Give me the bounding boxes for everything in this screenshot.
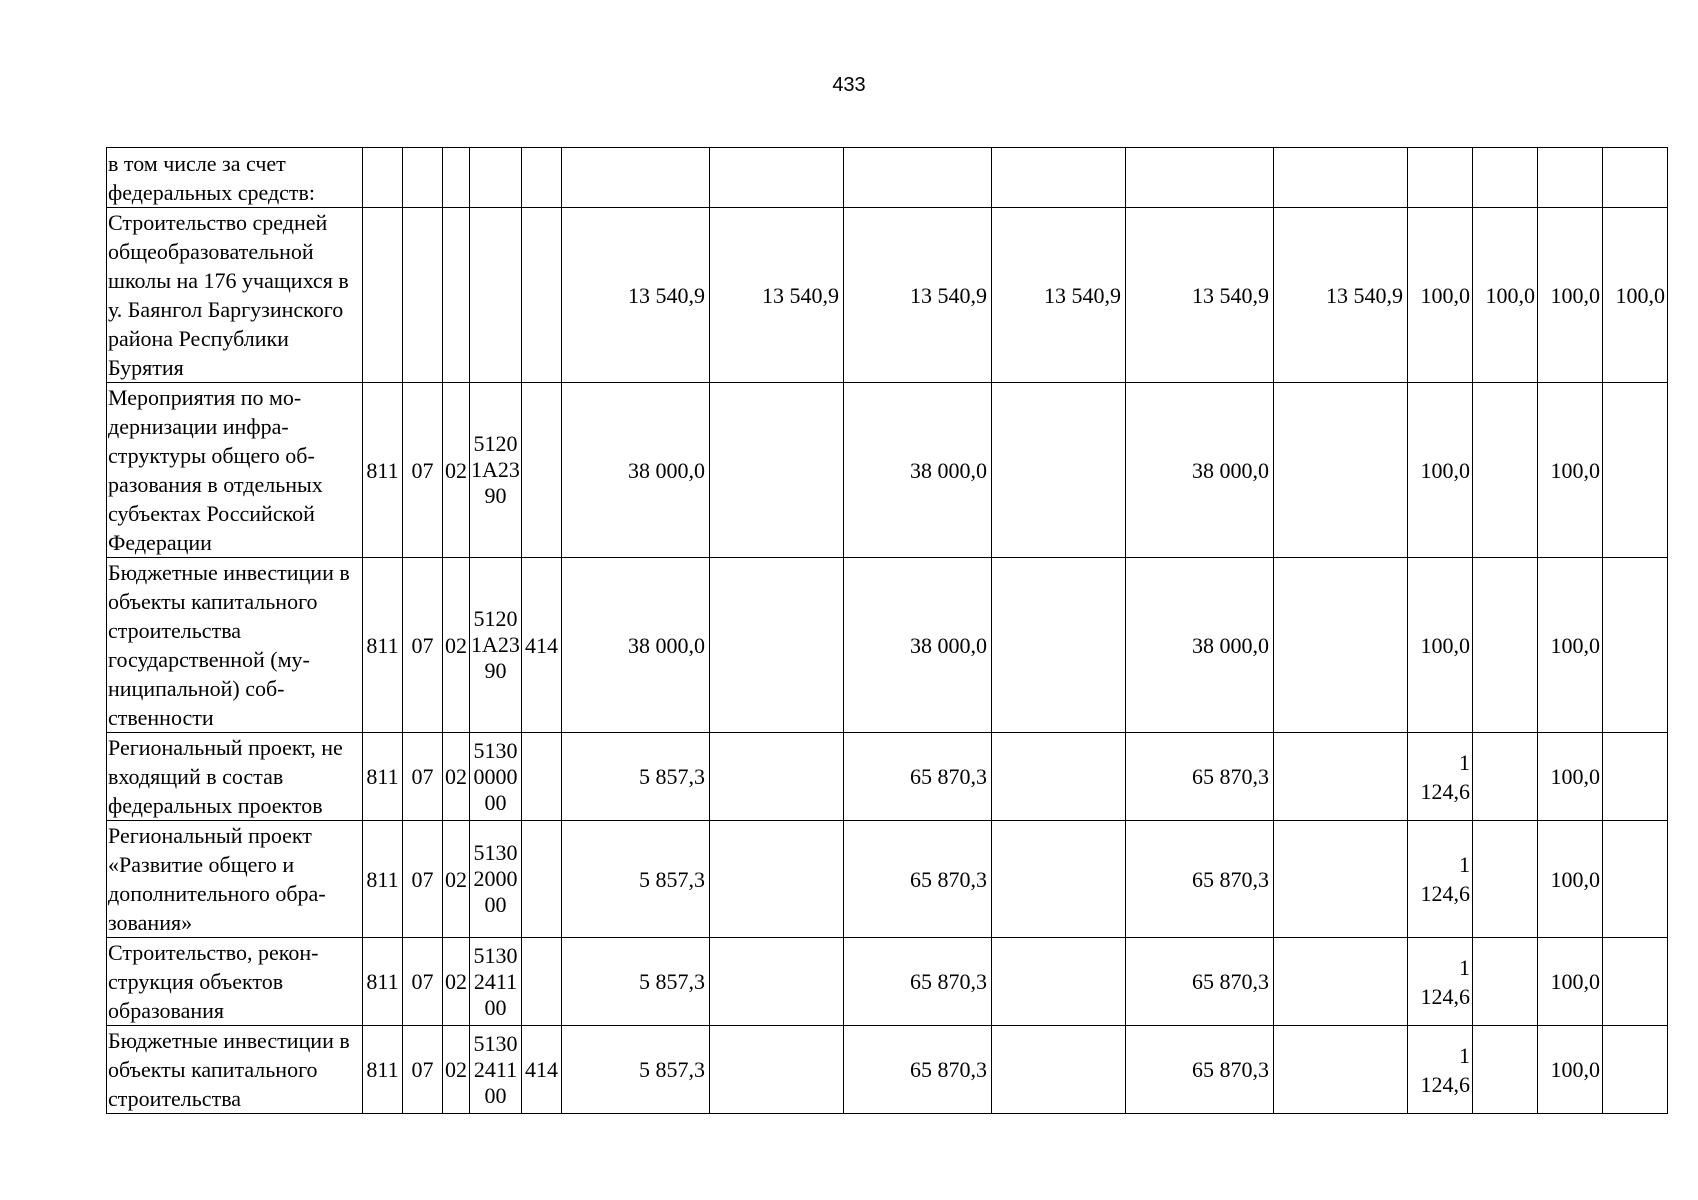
rz-code: 07 (403, 733, 443, 821)
value-6 (1274, 1026, 1408, 1114)
value-4 (992, 383, 1126, 558)
grbs-code: 811 (363, 558, 403, 733)
value-6: 13 540,9 (1274, 208, 1408, 383)
value-2 (710, 821, 844, 938)
value-6 (1274, 938, 1408, 1026)
value-6 (1274, 733, 1408, 821)
row-name: Бюджетные инвестиции в объекты капитального строительства (107, 1026, 363, 1114)
table-row (107, 148, 1668, 208)
value-2 (710, 148, 844, 208)
percent-3 (1538, 148, 1603, 208)
csr-code: 5130 2411 00 (470, 938, 522, 1026)
page-number: 433 (832, 74, 866, 96)
pr-code: 02 (443, 938, 470, 1026)
value-5: 65 870,3 (1126, 938, 1274, 1026)
value-3: 38 000,0 (844, 383, 992, 558)
value-5: 65 870,3 (1126, 1026, 1274, 1114)
grbs-code: 811 (363, 383, 403, 558)
value-1: 38 000,0 (562, 558, 710, 733)
percent-3: 100,0 (1538, 938, 1603, 1026)
percent-1: 1 124,6 (1408, 938, 1473, 1026)
percent-4 (1603, 1026, 1668, 1114)
table-body (107, 148, 1668, 1114)
percent-2 (1473, 1026, 1538, 1114)
percent-4: 100,0 (1603, 208, 1668, 383)
grbs-code (363, 148, 403, 208)
value-4 (992, 1026, 1126, 1114)
percent-3: 100,0 (1538, 821, 1603, 938)
value-6 (1274, 383, 1408, 558)
vr-code (522, 208, 562, 383)
vr-code (522, 821, 562, 938)
row-name: Строительство средней общеобразовательной школы на 176 учащихся в у. Баянгол Баргузинского района Республики Бурятия (107, 208, 363, 383)
value-6 (1274, 148, 1408, 208)
rz-code: 07 (403, 938, 443, 1026)
percent-3: 100,0 (1538, 733, 1603, 821)
pr-code (443, 148, 470, 208)
table-row (107, 208, 1668, 383)
value-5: 65 870,3 (1126, 733, 1274, 821)
csr-code: 5120 1A23 90 (470, 383, 522, 558)
row-name: Региональный проект «Развитие общего и дополнительного образования» (107, 821, 363, 938)
percent-1 (1408, 148, 1473, 208)
pr-code: 02 (443, 383, 470, 558)
csr-code: 5130 0000 00 (470, 733, 522, 821)
percent-2 (1473, 938, 1538, 1026)
value-1: 13 540,9 (562, 208, 710, 383)
value-3: 65 870,3 (844, 821, 992, 938)
value-5: 13 540,9 (1126, 208, 1274, 383)
value-2 (710, 558, 844, 733)
value-2 (710, 383, 844, 558)
percent-3: 100,0 (1538, 1026, 1603, 1114)
value-4 (992, 821, 1126, 938)
value-6 (1274, 558, 1408, 733)
csr-code: 5130 2411 00 (470, 1026, 522, 1114)
pr-code (443, 208, 470, 383)
value-5: 38 000,0 (1126, 383, 1274, 558)
row-name: в том числе за счет федеральных средств: (107, 148, 363, 208)
pr-code: 02 (443, 1026, 470, 1114)
rz-code (403, 208, 443, 383)
rz-code: 07 (403, 558, 443, 733)
percent-3: 100,0 (1538, 383, 1603, 558)
grbs-code: 811 (363, 938, 403, 1026)
value-2 (710, 938, 844, 1026)
value-1: 5 857,3 (562, 938, 710, 1026)
grbs-code: 811 (363, 1026, 403, 1114)
rz-code: 07 (403, 1026, 443, 1114)
table-row (107, 821, 1668, 938)
rz-code: 07 (403, 821, 443, 938)
grbs-code: 811 (363, 821, 403, 938)
row-name: Мероприятия по модернизации инфраструктуры общего образования в отдельных субъектах Российской Федерации (107, 383, 363, 558)
percent-4 (1603, 733, 1668, 821)
value-3: 38 000,0 (844, 558, 992, 733)
value-5: 65 870,3 (1126, 821, 1274, 938)
table-row (107, 383, 1668, 558)
percent-1: 1 124,6 (1408, 733, 1473, 821)
vr-code: 414 (522, 558, 562, 733)
value-1: 5 857,3 (562, 821, 710, 938)
row-name: Региональный проект, не входящий в состав федеральных проектов (107, 733, 363, 821)
value-1: 5 857,3 (562, 733, 710, 821)
percent-2 (1473, 733, 1538, 821)
percent-2 (1473, 383, 1538, 558)
value-4 (992, 148, 1126, 208)
row-name: Бюджетные инвестиции в объекты капитального строительства государственной (муниципальной) собственности (107, 558, 363, 733)
value-4 (992, 558, 1126, 733)
vr-code (522, 938, 562, 1026)
pr-code: 02 (443, 733, 470, 821)
rz-code: 07 (403, 383, 443, 558)
value-4 (992, 938, 1126, 1026)
percent-4 (1603, 558, 1668, 733)
percent-2 (1473, 558, 1538, 733)
csr-code (470, 208, 522, 383)
percent-2 (1473, 821, 1538, 938)
percent-1: 1 124,6 (1408, 1026, 1473, 1114)
percent-4 (1603, 938, 1668, 1026)
percent-1: 1 124,6 (1408, 821, 1473, 938)
grbs-code (363, 208, 403, 383)
value-3 (844, 148, 992, 208)
grbs-code: 811 (363, 733, 403, 821)
value-3: 65 870,3 (844, 733, 992, 821)
percent-3: 100,0 (1538, 208, 1603, 383)
value-3: 65 870,3 (844, 938, 992, 1026)
percent-4 (1603, 148, 1668, 208)
value-6 (1274, 821, 1408, 938)
table-row (107, 733, 1668, 821)
csr-code (470, 148, 522, 208)
percent-2 (1473, 148, 1538, 208)
budget-table (106, 147, 1668, 1114)
vr-code: 414 (522, 1026, 562, 1114)
value-2 (710, 733, 844, 821)
value-2: 13 540,9 (710, 208, 844, 383)
vr-code (522, 148, 562, 208)
table-row (107, 558, 1668, 733)
value-5 (1126, 148, 1274, 208)
csr-code: 5130 2000 00 (470, 821, 522, 938)
percent-1: 100,0 (1408, 558, 1473, 733)
percent-4 (1603, 821, 1668, 938)
vr-code (522, 383, 562, 558)
value-2 (710, 1026, 844, 1114)
percent-4 (1603, 383, 1668, 558)
percent-1: 100,0 (1408, 208, 1473, 383)
row-name: Строительство, реконструкция объектов образования (107, 938, 363, 1026)
table-row (107, 938, 1668, 1026)
pr-code: 02 (443, 821, 470, 938)
percent-3: 100,0 (1538, 558, 1603, 733)
percent-1: 100,0 (1408, 383, 1473, 558)
value-5: 38 000,0 (1126, 558, 1274, 733)
value-1: 38 000,0 (562, 383, 710, 558)
value-1: 5 857,3 (562, 1026, 710, 1114)
value-4: 13 540,9 (992, 208, 1126, 383)
table-row (107, 1026, 1668, 1114)
csr-code: 5120 1A23 90 (470, 558, 522, 733)
value-3: 13 540,9 (844, 208, 992, 383)
value-3: 65 870,3 (844, 1026, 992, 1114)
pr-code: 02 (443, 558, 470, 733)
percent-2: 100,0 (1473, 208, 1538, 383)
value-1 (562, 148, 710, 208)
vr-code (522, 733, 562, 821)
value-4 (992, 733, 1126, 821)
rz-code (403, 148, 443, 208)
